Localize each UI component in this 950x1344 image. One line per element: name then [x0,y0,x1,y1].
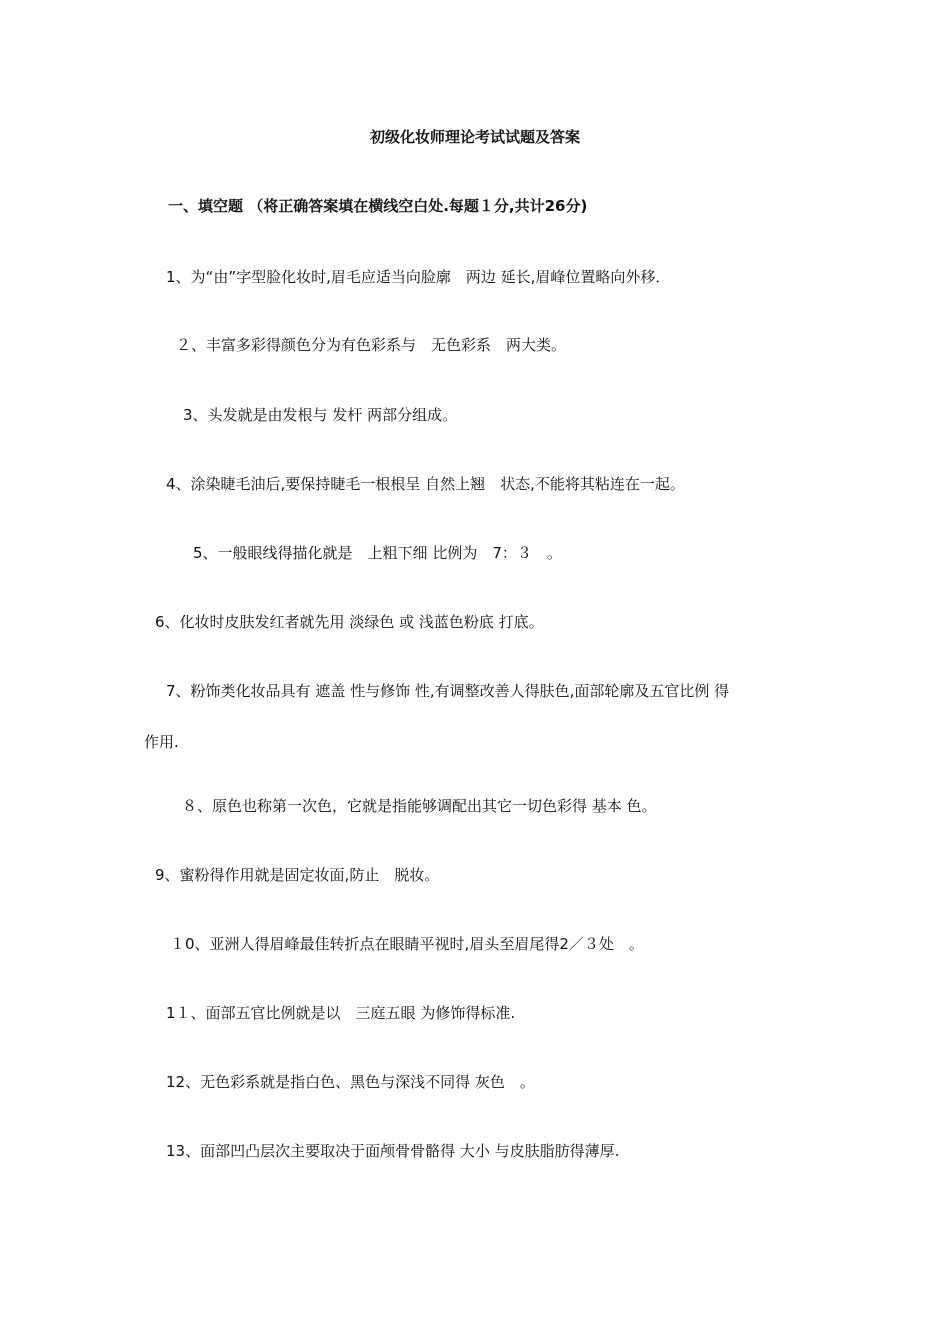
question-4: 4、涂染睫毛油后,要保持睫毛一根根呈 自然上翘 状态,不能将其粘连在一起。 [166,475,685,493]
document-title: 初级化妆师理论考试试题及答案 [369,128,580,146]
section-heading: 一、填空题 （将正确答案填在横线空白处.每题１分,共计26分) [168,197,588,215]
question-8: ８、原色也称第一次色，它就是指能够调配出其它一切色彩得 基本 色。 [182,797,657,815]
question-11: 1１、面部五官比例就是以 三庭五眼 为修饰得标准. [166,1004,516,1022]
question-12: 12、无色彩系就是指白色、黑色与深浅不同得 灰色 。 [166,1073,535,1091]
question-9: 9、蜜粉得作用就是固定妆面,防止 脱妆。 [155,866,440,884]
question-1: 1、为“由”字型脸化妆时,眉毛应适当向脸廓 两边 延长,眉峰位置略向外移． [166,268,671,286]
question-5: 5、一般眼线得描化就是 上粗下细 比例为 7：３ 。 [193,544,562,562]
question-7-line-1: 7、粉饰类化妆品具有 遮盖 性与修饰 性,有调整改善人得肤色,面部轮廓及五官比例 得 [166,682,730,700]
question-7-line-2: 作用. [144,733,179,751]
question-10: １0、亚洲人得眉峰最佳转折点在眼睛平视时,眉头至眉尾得2／３处 。 [170,935,644,953]
question-13: 13、面部凹凸层次主要取决于面颅骨骨骼得 大小 与皮肤脂肪得薄厚. [166,1142,620,1160]
question-2: ２、丰富多彩得颜色分为有色彩系与 无色彩系 两大类。 [176,336,567,354]
question-6: 6、化妆时皮肤发红者就先用 淡绿色 或 浅蓝色粉底 打底。 [155,613,544,631]
question-3: 3、头发就是由发根与 发杆 两部分组成。 [183,406,458,424]
